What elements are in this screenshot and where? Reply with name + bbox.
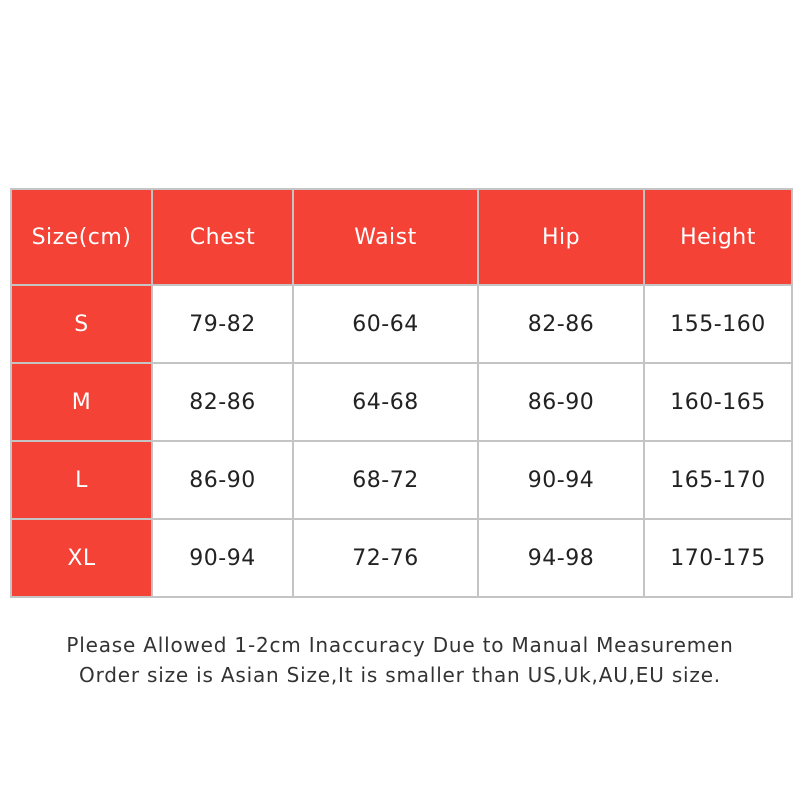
height-value: 160-165: [644, 363, 792, 441]
size-label: XL: [11, 519, 152, 597]
inaccuracy-note: Please Allowed 1-2cm Inaccuracy Due to Manual Measuremen: [66, 633, 734, 657]
table-row: [11, 441, 792, 519]
header-hip: Hip: [478, 189, 644, 285]
hip-value: 82-86: [478, 285, 644, 363]
size-label: S: [11, 285, 152, 363]
hip-value: 86-90: [478, 363, 644, 441]
table-row: [11, 519, 792, 597]
size-label: L: [11, 441, 152, 519]
height-value: 170-175: [644, 519, 792, 597]
waist-value: 72-76: [293, 519, 478, 597]
header-waist: Waist: [293, 189, 478, 285]
chest-value: 82-86: [152, 363, 293, 441]
hip-value: 94-98: [478, 519, 644, 597]
waist-value: 64-68: [293, 363, 478, 441]
size-chart-body: [11, 285, 792, 597]
table-row: [11, 285, 792, 363]
size-chart-table: [10, 188, 793, 598]
chest-value: 90-94: [152, 519, 293, 597]
height-value: 155-160: [644, 285, 792, 363]
height-value: 165-170: [644, 441, 792, 519]
size-chart-header: [11, 189, 792, 285]
header-height: Height: [644, 189, 792, 285]
chest-value: 79-82: [152, 285, 293, 363]
hip-value: 90-94: [478, 441, 644, 519]
header-chest: Chest: [152, 189, 293, 285]
asian-size-note: Order size is Asian Size,It is smaller than US,Uk,AU,EU size.: [79, 663, 721, 687]
header-row: [11, 189, 792, 285]
chest-value: 86-90: [152, 441, 293, 519]
size-label: M: [11, 363, 152, 441]
waist-value: 68-72: [293, 441, 478, 519]
table-row: [11, 363, 792, 441]
waist-value: 60-64: [293, 285, 478, 363]
header-size: Size(cm): [11, 189, 152, 285]
